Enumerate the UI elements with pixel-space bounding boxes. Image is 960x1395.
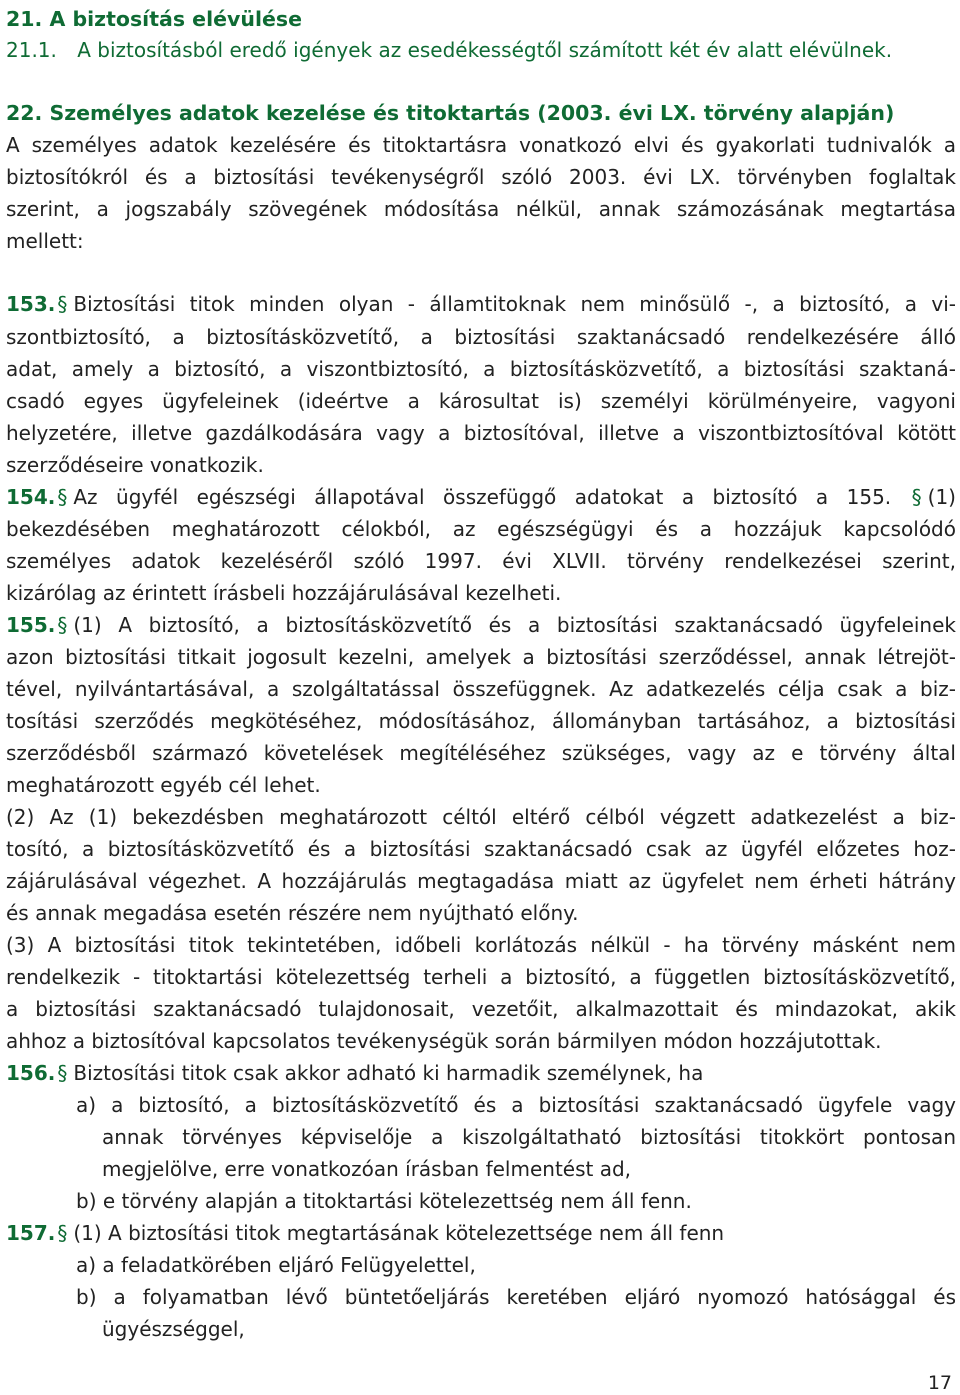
paragraph-line: rendelkezik - titoktartási kötelezettség terheli a biztosító, a független biztosításközvetítő,	[6, 965, 956, 989]
paragraph-line: azon biztosítási titkait jogosult kezelni, amelyek a biztosítási szerződéssel, annak létrejöt-	[6, 645, 956, 669]
intro-line: A személyes adatok kezelésére és titoktartásra vonatkozó elvi és gyakorlati tudnivalók a	[6, 133, 956, 157]
paragraph-line: szontbiztosító, a biztosításközvetítő, a biztosítási szaktanácsadó rendelkezésére álló	[6, 325, 956, 349]
subsection-text: A biztosításból eredő igények az esedékességtől számított két év alatt elévülnek.	[77, 38, 893, 62]
paragraph-text: Biztosítási titok minden olyan - államtitoknak nem minősülő -, a biztosító, a vi-	[73, 292, 956, 316]
paragraph-line: csadó egyes ügyfeleinek (ideértve a károsultat is) személyi körülményeire, vagyoni	[6, 389, 956, 413]
paragraph-line: személyes adatok kezeléséről szóló 1997. évi XLVII. törvény rendelkezései szerint,	[6, 549, 956, 573]
list-item-a: a) a biztosító, a biztosításközvetítő és a biztosítási szaktanácsadó ügyfele vagy	[76, 1093, 956, 1117]
paragraph-text: Biztosítási titok csak akkor adható ki harmadik személynek, ha	[73, 1061, 704, 1085]
section-22-heading: 22. Személyes adatok kezelése és titoktartás (2003. évi LX. törvény alapján)	[6, 101, 895, 125]
paragraph-number: 156.	[6, 1061, 56, 1085]
paragraph-line: kizárólag az érintett írásbeli hozzájárulásával kezelheti.	[6, 581, 562, 605]
section-sign-icon: §	[911, 485, 922, 509]
paragraph-155-first-line	[6, 610, 956, 640]
paragraph-line: szerződéseire vonatkozik.	[6, 453, 264, 477]
section-sign-icon: §	[57, 1061, 68, 1085]
section-sign-icon: §	[57, 292, 68, 316]
paragraph-line: (3) A biztosítási titok tekintetében, időbeli korlátozás nélkül - ha törvény másként nem	[6, 933, 956, 957]
paragraph-line: (2) Az (1) bekezdésben meghatározott céltól eltérő célból végzett adatkezelést a biz-	[6, 805, 956, 829]
section-sign-icon: §	[57, 613, 68, 637]
paragraph-156-first-line	[6, 1058, 956, 1088]
paragraph-line: a biztosítási szaktanácsadó tulajdonosait, vezetőit, alkalmazottait és mindazokat, akik	[6, 997, 956, 1021]
paragraph-number: 153.	[6, 292, 56, 316]
paragraph-text: (1) A biztosító, a biztosításközvetítő és a biztosítási szaktanácsadó ügyfeleinek	[73, 613, 956, 637]
paragraph-line: bekezdésében meghatározott célokból, az egészségügyi és a hozzájuk kapcsolódó	[6, 517, 956, 541]
list-item-b: b) a folyamatban lévő büntetőeljárás keretében eljáró nyomozó hatósággal és	[76, 1285, 956, 1309]
paragraph-153-first-line	[6, 289, 956, 319]
section-sign-icon: §	[57, 1221, 68, 1245]
paragraph-line: tosító, a biztosításközvetítő és a biztosítási szaktanácsadó csak az ügyfél előzetes hoz-	[6, 837, 956, 861]
paragraph-line: szerződésből származó követelések megítéléséhez szükséges, vagy az e törvény által	[6, 741, 956, 765]
paragraph-line: ahhoz a biztosítóval kapcsolatos tevékenységük során bármilyen módon hozzájutottak.	[6, 1029, 882, 1053]
list-item-a: a) a feladatkörében eljáró Felügyelettel,	[76, 1253, 476, 1277]
paragraph-text: Az ügyfél egészségi állapotával összefüggő adatokat a biztosító a 155.	[73, 485, 892, 509]
intro-line: mellett:	[6, 229, 84, 253]
paragraph-line: adat, amely a biztosító, a viszontbiztosító, a biztosításközvetítő, a biztosítási szaktaná-	[6, 357, 956, 381]
intro-line: szerint, a jogszabály szövegének módosítása nélkül, annak számozásának megtartása	[6, 197, 956, 221]
paragraph-text: (1)	[927, 485, 956, 509]
paragraph-154-first-line	[6, 482, 956, 512]
paragraph-line: zájárulásával végezhet. A hozzájárulás megtagadása miatt az ügyfelet nem érheti hátrány	[6, 869, 956, 893]
paragraph-157-first-line	[6, 1218, 956, 1248]
section-sign-icon: §	[57, 485, 68, 509]
paragraph-line: tével, nyilvántartásával, a szolgáltatással összefüggnek. Az adatkezelés célja csak a biz-	[6, 677, 956, 701]
subsection-number: 21.1.	[6, 38, 57, 62]
page-number: 17	[927, 1372, 952, 1394]
paragraph-line: és annak megadása esetén részére nem nyújtható előny.	[6, 901, 579, 925]
paragraph-line: meghatározott egyéb cél lehet.	[6, 773, 321, 797]
intro-line: biztosítókról és a biztosítási tevékenységről szóló 2003. évi LX. törvényben foglaltak	[6, 165, 956, 189]
paragraph-line: tosítási szerződés megkötéséhez, módosításához, állományban tartásához, a biztosítási	[6, 709, 956, 733]
section-21-1	[6, 35, 956, 65]
paragraph-number: 154.	[6, 485, 56, 509]
list-item-a-continued: megjelölve, erre vonatkozóan írásban felmentést ad,	[102, 1157, 632, 1181]
paragraph-line: helyzetére, illetve gazdálkodására vagy a biztosítóval, illetve a viszontbiztosítóval kötött	[6, 421, 956, 445]
list-item-a-continued: annak törvényes képviselője a kiszolgáltatható biztosítási titokkört pontosan	[102, 1125, 956, 1149]
paragraph-number: 155.	[6, 613, 56, 637]
paragraph-number: 157.	[6, 1221, 56, 1245]
section-21-heading: 21. A biztosítás elévülése	[6, 7, 302, 31]
paragraph-text: (1) A biztosítási titok megtartásának kötelezettsége nem áll fenn	[73, 1221, 725, 1245]
list-item-b: b) e törvény alapján a titoktartási kötelezettség nem áll fenn.	[76, 1189, 692, 1213]
list-item-b-continued: ügyészséggel,	[102, 1317, 245, 1341]
